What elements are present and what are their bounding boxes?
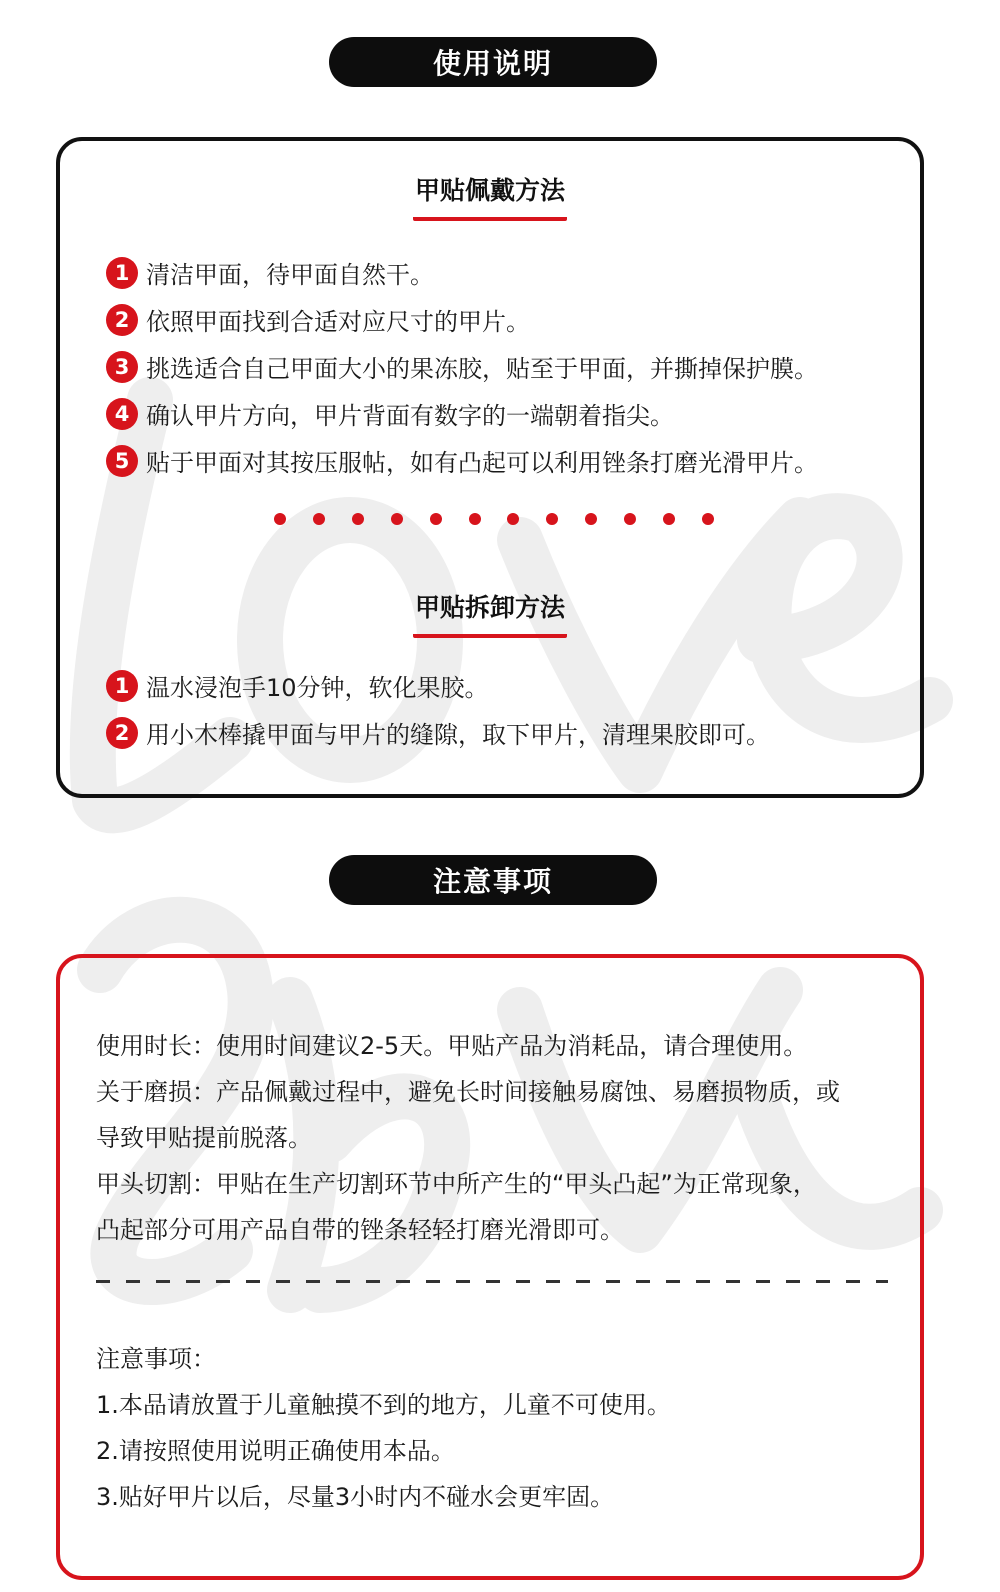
step-text: 清洁甲面，待甲面自然干。 [146,261,434,289]
list-item [106,343,900,390]
divider-dot [585,513,597,525]
remove-steps-list [106,662,900,756]
step-text: 温水浸泡手10分钟，软化果胶。 [146,674,489,702]
list-item: 3.贴好甲片以后，尽量3小时内不碰水会更牢固。 [96,1483,615,1511]
step-number-badge: 3 [106,351,138,383]
remove-method-heading [60,588,920,638]
note-line: 凸起部分可用产品自带的锉条轻轻打磨光滑即可。 [96,1216,624,1244]
remove-method-heading-text: 甲贴拆卸方法 [413,588,567,638]
divider-dot [352,513,364,525]
step-number-badge: 4 [106,398,138,430]
list-item [106,437,900,484]
dashed-divider [96,1280,888,1283]
divider-dot [274,513,286,525]
step-number-badge: 1 [106,670,138,702]
wear-method-heading-text: 甲贴佩戴方法 [413,171,567,221]
list-item [106,296,900,343]
divider-dot [313,513,325,525]
step-number-badge: 1 [106,257,138,289]
list-item [106,662,900,709]
wear-steps-list [106,249,900,484]
divider-dot [430,513,442,525]
step-text: 确认甲片方向，甲片背面有数字的一端朝着指尖。 [146,402,674,430]
dot-divider [274,513,714,527]
divider-dot [702,513,714,525]
list-item [106,249,900,296]
step-number-badge: 2 [106,304,138,336]
step-text: 依照甲面找到合适对应尺寸的甲片。 [146,308,530,336]
note-line: 甲头切割：甲贴在生产切割环节中所产生的“甲头凸起”为正常现象， [96,1170,817,1198]
section-title-notices: 注意事项 [329,855,657,905]
step-text: 挑选适合自己甲面大小的果冻胶，贴至于甲面，并撕掉保护膜。 [146,355,818,383]
divider-dot [391,513,403,525]
note-line: 导致甲贴提前脱落。 [96,1124,312,1152]
divider-dot [507,513,519,525]
step-number-badge: 2 [106,717,138,749]
divider-dot [546,513,558,525]
list-item [106,709,900,756]
note-line: 关于磨损：产品佩戴过程中，避免长时间接触易腐蚀、易磨损物质，或 [96,1078,840,1106]
divider-dot [663,513,675,525]
precautions-title: 注意事项： [96,1345,216,1373]
list-item: 2.请按照使用说明正确使用本品。 [96,1437,455,1465]
section-title-usage: 使用说明 [329,37,657,87]
wear-method-heading [60,171,920,221]
usage-card [56,137,924,798]
step-text: 用小木棒撬甲面与甲片的缝隙，取下甲片，清理果胶即可。 [146,721,770,749]
usage-notes [96,1023,890,1253]
list-item: 1.本品请放置于儿童触摸不到的地方，儿童不可使用。 [96,1391,671,1419]
step-number-badge: 5 [106,445,138,477]
list-item [106,390,900,437]
note-line: 使用时长：使用时间建议2-5天。甲贴产品为消耗品，请合理使用。 [96,1032,808,1060]
precautions-list [96,1336,890,1520]
notices-card [56,954,924,1580]
divider-dot [469,513,481,525]
step-text: 贴于甲面对其按压服帖，如有凸起可以利用锉条打磨光滑甲片。 [146,449,818,477]
divider-dot [624,513,636,525]
